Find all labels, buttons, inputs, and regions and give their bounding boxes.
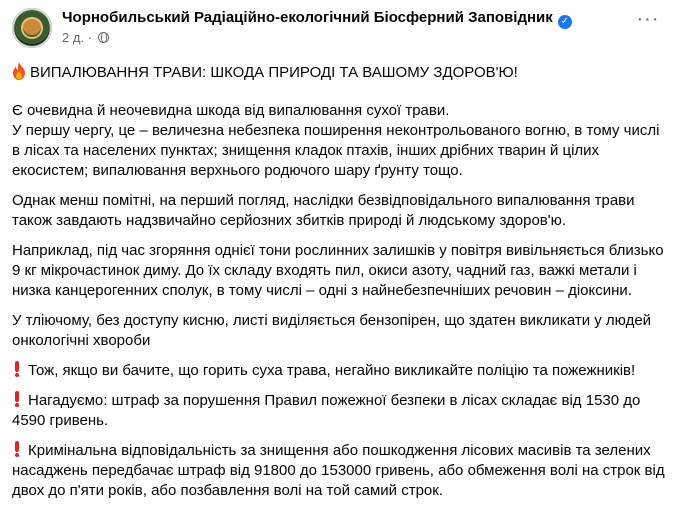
- paragraph-1-rest: У першу чергу, це – величезна небезпека поширення неконтрольованого вогню, в тому числі в лісах та населених пунктах; знищення кладок птахів, інших дрібних тварин й цілих екосистем; випалювання верхнього родючого шару ґрунту тощо.: [12, 122, 660, 179]
- exclamation-icon: [14, 391, 20, 407]
- post-timestamp[interactable]: 2 д.: [62, 30, 85, 45]
- page-avatar[interactable]: [12, 8, 52, 48]
- page-name-link[interactable]: [62, 9, 572, 29]
- headline-text: ВИПАЛЮВАННЯ ТРАВИ: ШКОДА ПРИРОДІ ТА ВАШОМУ ЗДОРОВ'Ю!: [30, 64, 518, 81]
- paragraph-1: [12, 101, 665, 181]
- notice-1-text: Тож, якщо ви бачите, що горить суха трава, негайно викликайте поліцію та пожежників!: [28, 362, 636, 379]
- exclamation-icon: [14, 441, 20, 457]
- exclamation-icon: [14, 361, 20, 377]
- notice-3: [12, 441, 665, 501]
- post-body: [12, 62, 665, 511]
- page-name[interactable]: Чорнобильський Радіаційно-екологічний Біосферний Заповідник: [62, 9, 553, 26]
- notice-1: [12, 361, 665, 381]
- notice-2-text: Нагадуємо: штраф за порушення Правил пожежної безпеки в лісах складає від 1530 до 4590 гривень.: [12, 392, 641, 429]
- more-options-button[interactable]: ···: [636, 8, 660, 30]
- post-header: [12, 8, 665, 56]
- post-meta: [62, 30, 109, 45]
- verified-icon: ✓: [558, 15, 572, 29]
- paragraph-2: Однак менш помітні, на перший погляд, наслідки безвідповідального випалювання трави також завдають надзвичайно серйозних збитків природі й людському здоров'ю.: [12, 192, 635, 229]
- meta-separator: ·: [87, 30, 93, 45]
- fire-icon: [12, 62, 26, 80]
- paragraph-4: У тліючому, без доступу кисню, листі виділяється бензопірен, що здатен викликати у людей онкологічні хвороби: [12, 312, 652, 349]
- globe-icon: [98, 32, 109, 43]
- paragraph-1-line-1: Є очевидна й неочевидна шкода від випалювання сухої трави.: [12, 102, 450, 119]
- notice-2: [12, 391, 665, 431]
- paragraph-3: Наприклад, під час згоряння однієї тони рослинних залишків у повітря вивільняється близько 9 кг мікрочастинок диму. До їх складу входять пил, окиси азоту, чадний газ, важкі метали і низка канцерогенних сполук, в тому числі – одні з найнебезпечніших речовин – діоксини.: [12, 242, 664, 299]
- post-headline: [12, 62, 665, 83]
- notice-3-text: Кримінальна відповідальність за знищення або пошкодження лісових масивів та зелених насаджень передбачає штраф від 91800 до 153000 гривень, або обмеження волі на строк від двох до п'яти років, або позбавлення волі на той самий строк.: [12, 442, 665, 499]
